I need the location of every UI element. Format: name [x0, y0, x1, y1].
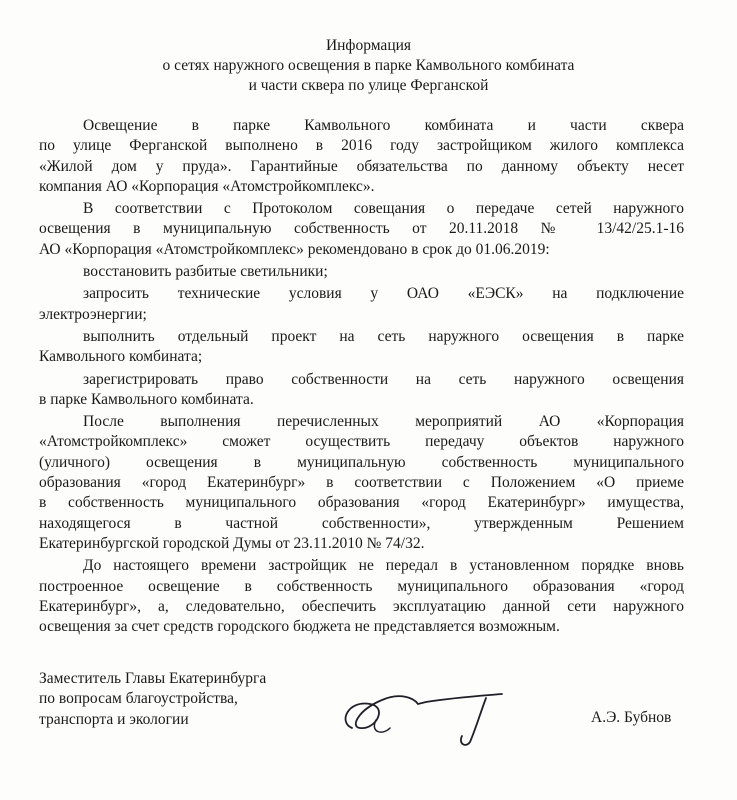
- text-line: Освещение в парке Камвольного комбината и части сквера: [83, 117, 684, 134]
- title-line-1: Информация: [325, 37, 412, 54]
- text-line: АО «Корпорация «Атомстройкомплекс» рекомендовано в срок до 01.06.2019:: [39, 240, 550, 258]
- title-line-2: о сетях наружного освещения в парке Камвольного комбината: [162, 57, 575, 74]
- text-line: До настоящего времени застройщик не передал в установленном порядке вновь: [83, 557, 684, 575]
- document-body: [39, 116, 684, 639]
- text-line: Камвольного комбината;: [39, 348, 203, 366]
- text-line: образования «город Екатеринбург» в соответствии с Положением «О приеме: [39, 474, 684, 492]
- paragraph-transfer: [39, 412, 684, 554]
- text-line: зарегистрировать право собственности на сеть наружного освещения: [83, 370, 684, 388]
- text-line: «Атомстройкомплекс» сможет осуществить передачу объектов наружного: [39, 433, 684, 451]
- text-line: (уличного) освещения в муниципальную собственность муниципального: [39, 453, 684, 471]
- position-line-1: Заместитель Главы Екатеринбурга: [39, 670, 267, 687]
- text-line: освещения за счет средств городского бюджета не представляется возможным.: [39, 618, 560, 636]
- text-line: Екатеринбург», а, следовательно, обеспечить эксплуатацию данной сети наружного: [39, 597, 684, 615]
- text-line: В соответствии с Протоколом совещания о передаче сетей наружного: [83, 200, 684, 218]
- text-line: построенное освещение в собственность муниципального образования «город: [39, 577, 684, 595]
- position-line-3: транспорта и экологии: [39, 710, 189, 728]
- paragraph-2: [39, 199, 684, 260]
- text-line: запросить технические условия у ОАО «ЕЭСК» на подключение: [83, 285, 684, 303]
- text-line: Екатеринбургской городской Думы от 23.11.2010 № 74/32.: [39, 534, 425, 552]
- list-item-register-ownership: [39, 370, 684, 411]
- text-line: в парке Камвольного комбината.: [39, 390, 254, 408]
- title-line-3: и части сквера по улице Ферганской: [248, 77, 489, 94]
- position-line-2: по вопросам благоустройства,: [39, 690, 238, 708]
- text-line: находящегося в частной собственности», утвержденным Решением: [39, 514, 684, 532]
- text-line: восстановить разбитые светильники;: [83, 263, 328, 281]
- text-line: по улице Ферганской выполнено в 2016 году застройщиком жилого комплекса: [39, 137, 684, 155]
- list-item-restore-lamps: [39, 262, 684, 282]
- signatory-position: [39, 669, 266, 730]
- signer-name: А.Э. Бубнов: [591, 709, 672, 726]
- text-line: «Жилой дом у пруда». Гарантийные обязательства по данному объекту несет: [39, 157, 684, 175]
- text-line: После выполнения перечисленных мероприятий АО «Корпорация: [83, 413, 684, 431]
- text-line: освещения в муниципальную собственность от 20.11.2018 № 13/42/25.1-16: [39, 220, 684, 238]
- text-line: в собственность муниципального образования «город Екатеринбург» имущества,: [39, 494, 684, 512]
- handwritten-signature: [330, 670, 530, 750]
- text-line: выполнить отдельный проект на сеть наружного освещения в парке: [83, 327, 684, 345]
- document-title: [0, 36, 737, 96]
- list-item-separate-project: [39, 327, 684, 368]
- list-item-request-conditions: [39, 284, 684, 325]
- text-line: электроэнергии;: [39, 305, 147, 323]
- text-line: компания АО «Корпорация «Атомстройкомплекс».: [39, 177, 375, 195]
- paragraph-1: [39, 116, 684, 197]
- paragraph-conclusion: [39, 556, 684, 637]
